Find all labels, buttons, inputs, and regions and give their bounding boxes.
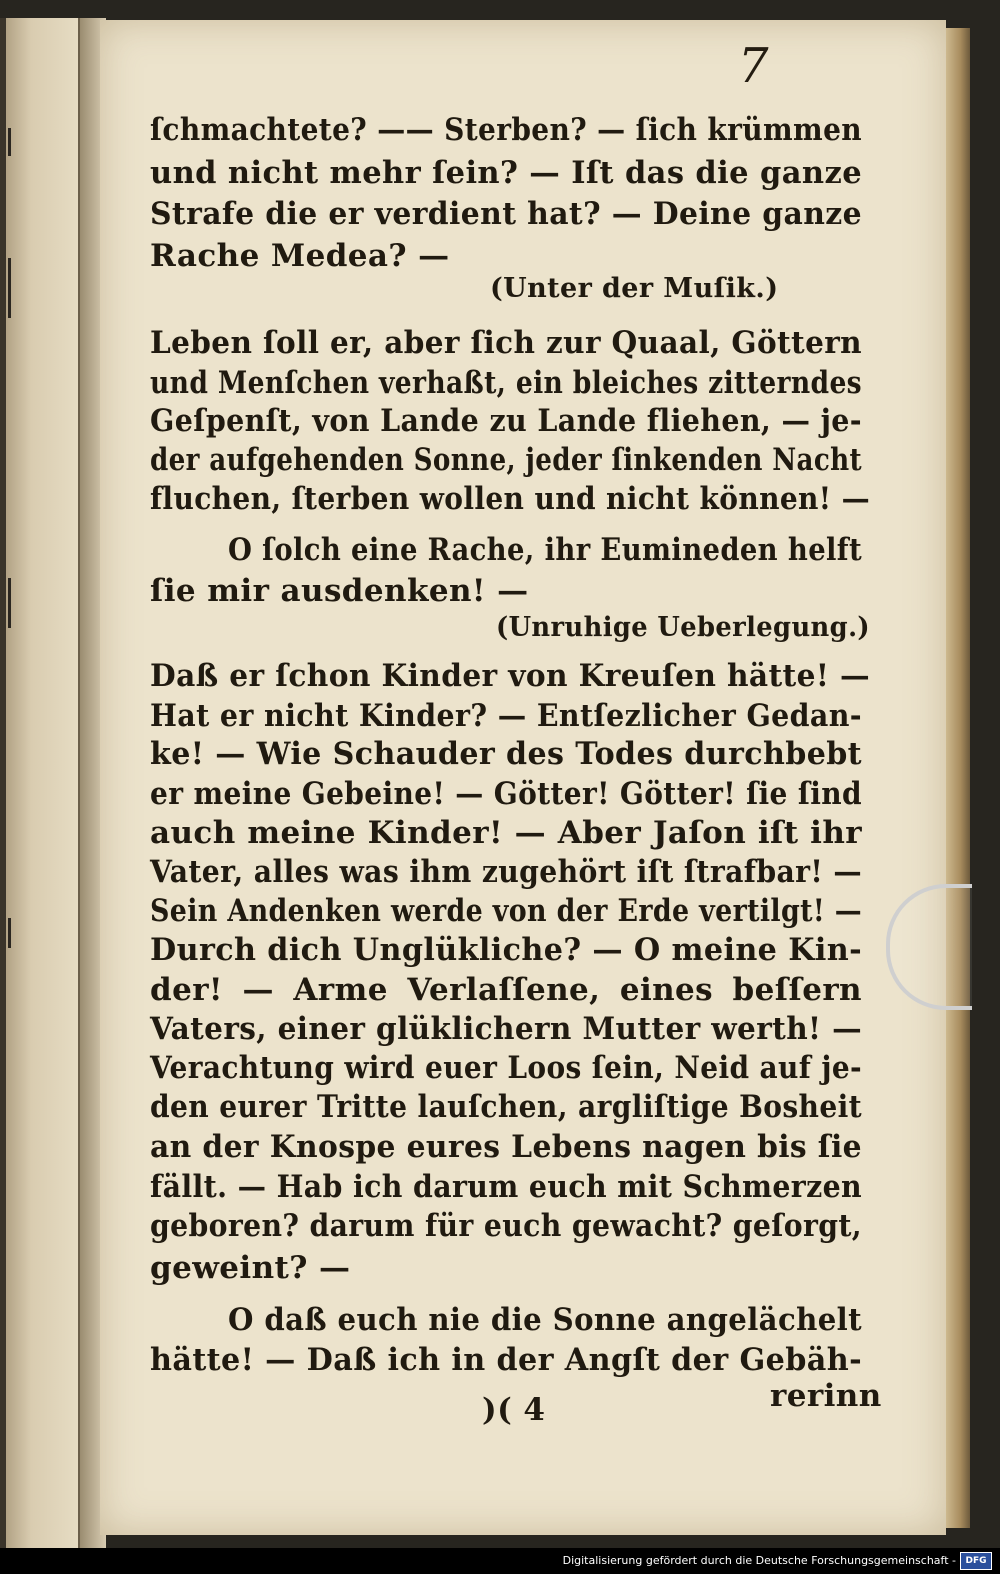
text-line: ke! — Wie Schauder des Todes durchbebt	[150, 736, 862, 772]
text-line: Hat er nicht Kinder? — Entſezlicher Gedan-	[150, 698, 862, 734]
page-edge-stack	[946, 28, 970, 1528]
text-line: Rache Medea? —	[150, 238, 450, 274]
text-line: O daß euch nie die Sonne angelächelt	[228, 1302, 862, 1338]
left-page-mark	[8, 128, 11, 156]
stage-direction: (Unruhige Ueberlegung.)	[496, 612, 870, 643]
left-page-mark	[8, 258, 11, 318]
catchword: rerinn	[770, 1378, 882, 1414]
text-line: Verachtung wird euer Loos ſein, Neid auf je-	[150, 1050, 862, 1086]
text-line: Vaters, einer glüklichern Mutter werth! —	[150, 1011, 862, 1047]
text-line: hätte! — Daß ich in der Angſt der Gebäh-	[150, 1342, 862, 1378]
stage-direction: (Unter der Muſik.)	[490, 273, 779, 304]
text-line: Vater, alles was ihm zugehört iſt ſtrafbar! —	[150, 854, 862, 890]
text-line: an der Knospe eures Lebens nagen bis ſie	[150, 1129, 862, 1165]
text-line: O ſolch eine Rache, ihr Eumineden helft	[228, 532, 862, 568]
text-line: geboren? darum für euch gewacht? geſorgt,	[150, 1208, 862, 1244]
footer-credit: Digitalisierung gefördert durch die Deutsche Forschungsgemeinschaft -	[562, 1554, 956, 1567]
text-line: der aufgehenden Sonne, jeder ſinkenden Nacht	[150, 442, 862, 478]
text-line: Sein Andenken werde von der Erde vertilgt! —	[150, 893, 862, 929]
text-line: Geſpenſt, von Lande zu Lande fliehen, — je-	[150, 403, 862, 439]
left-page-mark	[8, 918, 11, 948]
text-line: ſchmachtete? —— Sterben? — ſich krümmen	[150, 112, 862, 148]
text-line: auch meine Kinder! — Aber Jaſon iſt ihr	[150, 815, 862, 851]
page-number: 7	[738, 38, 769, 94]
text-line: fluchen, ſterben wollen und nicht können! —	[150, 481, 870, 517]
text-line: und nicht mehr ſein? — Iſt das die ganze	[150, 155, 862, 191]
text-line: er meine Gebeine! — Götter! Götter! ſie ſind	[150, 776, 862, 812]
text-line: Durch dich Unglükliche? — O meine Kin-	[150, 932, 862, 968]
text-line: der! — Arme Verlaſſene, eines beſſern	[150, 972, 862, 1008]
text-line: fällt. — Hab ich darum euch mit Schmerzen	[150, 1169, 862, 1205]
text-line: Leben ſoll er, aber ſich zur Quaal, Göttern	[150, 325, 862, 361]
text-line: Daß er ſchon Kinder von Kreuſen hätte! —	[150, 658, 870, 694]
dfg-logo: DFG	[960, 1552, 992, 1570]
text-line: geweint? —	[150, 1250, 351, 1286]
left-page-binding	[0, 18, 6, 1548]
left-page-mark	[8, 578, 11, 628]
text-line: den eurer Tritte lauſchen, argliſtige Bosheit	[150, 1089, 862, 1125]
text-line: ſie mir ausdenken! —	[150, 573, 529, 609]
signature-mark: )( 4	[482, 1392, 546, 1428]
left-page-edge	[0, 18, 80, 1548]
text-line: und Menſchen verhaßt, ein bleiches zitterndes	[150, 365, 862, 401]
text-line: Strafe die er verdient hat? — Deine ganze	[150, 196, 862, 232]
